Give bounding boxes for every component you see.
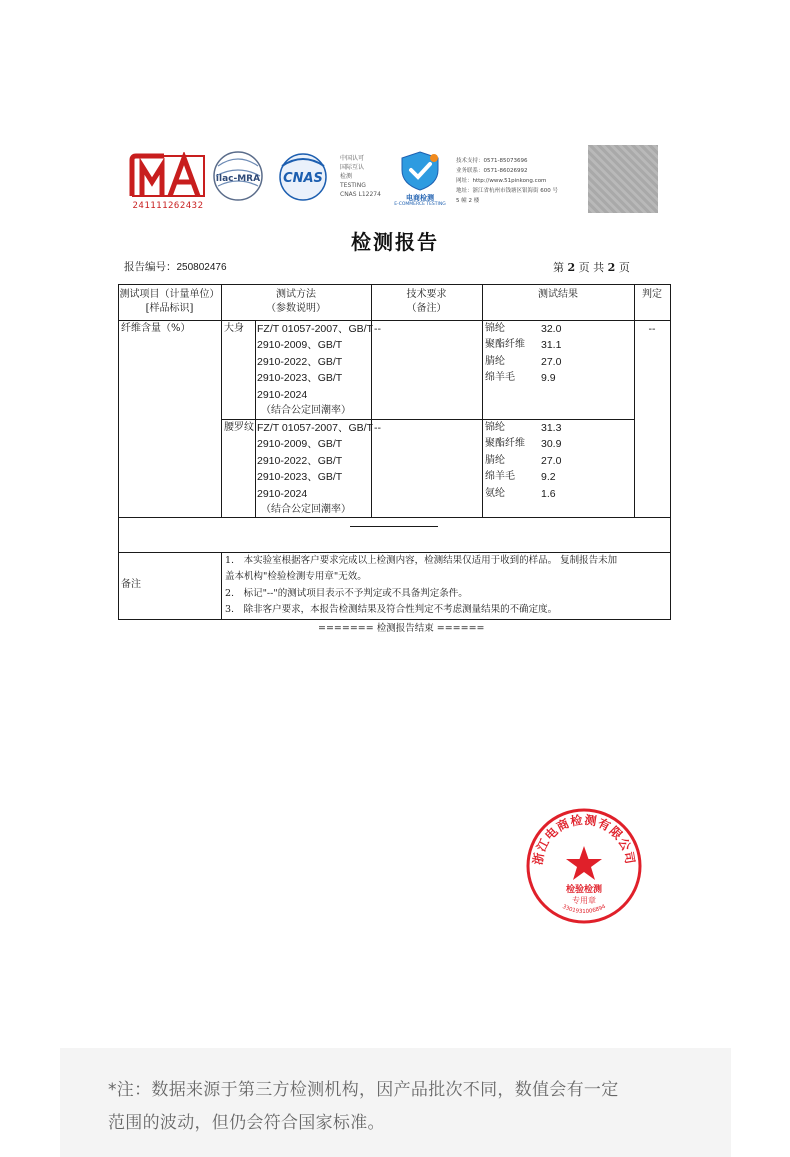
- fiber-value: 9.9: [541, 372, 556, 385]
- sample-results: [485, 420, 633, 502]
- requirement-value: --: [374, 323, 381, 335]
- header-method-sub: （参数说明）: [266, 303, 326, 314]
- remarks-label: 备注: [121, 579, 141, 590]
- contact-line: 技术支持：0571-85073696: [456, 158, 528, 164]
- report-number-label: 报告编号：: [124, 261, 177, 273]
- item-name: 纤维含量（%）: [121, 323, 191, 334]
- contact-line: 业务联系：0571-86026992: [456, 168, 528, 174]
- report-title: 检测报告: [351, 230, 439, 254]
- remark-line: 2. 标记"--"的测试项目表示不予判定或不具备判定条件。: [225, 587, 468, 599]
- seal-center-line2: 专用章: [572, 896, 596, 905]
- contact-line: 网址：http://www.51pinkong.com: [456, 178, 547, 184]
- header-requirement: [371, 288, 482, 316]
- ecommerce-name-en: E-COMMERCE TESTING: [394, 202, 446, 207]
- sample-methods: [257, 420, 373, 518]
- cnas-info-line: TESTING: [340, 182, 366, 189]
- cnas-info-line: 检测: [340, 173, 353, 180]
- seal-ring-text: 浙江电商检测有限公司: [530, 812, 638, 866]
- method-line: 2910-2009、GB/T: [257, 339, 343, 352]
- result-row: [485, 453, 633, 469]
- result-row: [485, 354, 633, 370]
- method-line: 2910-2023、GB/T: [257, 471, 343, 484]
- results-table: [118, 284, 671, 620]
- result-row: [485, 420, 633, 436]
- fiber-name: 聚酯纤维: [485, 339, 525, 351]
- header-item-label: 测试项目（计量单位）: [119, 289, 220, 300]
- contact-line: 5 幢 2 楼: [456, 198, 480, 204]
- report-number: [124, 259, 227, 274]
- fiber-value: 27.0: [541, 454, 562, 467]
- header-method: [221, 288, 371, 316]
- remark-line: 盖本机构"检验检测专用章"无效。: [225, 571, 367, 583]
- ilac-mra-logo: [212, 150, 264, 206]
- fiber-name: 聚酯纤维: [485, 438, 525, 450]
- method-line: 2910-2024: [257, 487, 308, 500]
- seal-number: 3301931006894: [561, 903, 607, 916]
- fiber-name: 腈纶: [485, 454, 505, 466]
- method-line: FZ/T 01057-2007、GB/T: [257, 422, 373, 434]
- method-line: 2910-2022、GB/T: [257, 355, 343, 368]
- header-requirement-label: 技术要求: [406, 289, 447, 300]
- disclaimer-line: 范围的波动，但仍会符合国家标准。: [108, 1113, 385, 1133]
- result-row: [485, 469, 633, 485]
- page-total: 2: [607, 261, 616, 274]
- fiber-name: 绵羊毛: [485, 372, 515, 384]
- header-requirement-sub: （备注）: [406, 303, 447, 314]
- cnas-text: CNAS: [283, 171, 323, 186]
- fiber-name: 腈纶: [485, 355, 505, 367]
- header-item-sub: [样品标识]: [145, 303, 194, 314]
- sample-label: 大身: [224, 323, 244, 334]
- header-method-label: 测试方法: [276, 289, 316, 300]
- result-row: [485, 337, 633, 353]
- requirement-value: --: [374, 422, 381, 434]
- disclaimer-line: *注：数据来源于第三方检测机构，因产品批次不同，数值会有一定: [108, 1080, 619, 1100]
- cma-number: 241111262432: [132, 201, 204, 211]
- judgement-value: --: [648, 323, 656, 335]
- contact-line: 地址：浙江省杭州市钱塘区银海街 600 号: [456, 188, 558, 194]
- page-suffix: 页: [618, 261, 630, 274]
- remark-line: 3. 除非客户要求，本报告检测结果及符合性判定不考虑测量结果的不确定度。: [225, 604, 558, 616]
- method-line: 2910-2023、GB/T: [257, 372, 343, 385]
- fiber-value: 30.9: [541, 438, 562, 451]
- method-note: （结合公定回潮率）: [261, 405, 351, 417]
- header-result: 测试结果: [538, 289, 578, 300]
- official-seal: [524, 806, 644, 926]
- page-prefix: 第: [553, 261, 564, 274]
- disclaimer-text: [108, 1074, 708, 1140]
- sample-label: 腰罗纹: [224, 422, 254, 433]
- result-row: [485, 436, 633, 452]
- fiber-value: 32.0: [541, 323, 562, 335]
- disclaimer-note: [60, 1048, 731, 1157]
- method-line: FZ/T 01057-2007、GB/T: [257, 323, 373, 335]
- fiber-name: 锦纶: [485, 323, 505, 334]
- method-line: 2910-2022、GB/T: [257, 454, 343, 467]
- ecommerce-name-cn: 电商检测: [406, 194, 434, 202]
- contact-info: [456, 156, 586, 206]
- header-judgement: 判定: [642, 289, 662, 300]
- header-item: [118, 288, 221, 316]
- report-end-line: ======= 检测报告结束 ======: [318, 623, 485, 634]
- page-mid: 页 共: [578, 261, 605, 274]
- sample-methods: [257, 321, 373, 419]
- cnas-info-line: CNAS L12274: [340, 191, 381, 198]
- report-number-value: 250802476: [176, 262, 227, 273]
- method-line: 2910-2024: [257, 388, 308, 401]
- cnas-info-line: 中国认可: [340, 155, 365, 162]
- page-indicator: [553, 259, 630, 275]
- fiber-name: 锦纶: [485, 422, 505, 433]
- remark-line: 1. 本实验室根据客户要求完成以上检测内容，检测结果仅适用于收到的样品。 复制报告未加: [225, 555, 618, 566]
- method-line: 2910-2009、GB/T: [257, 438, 343, 451]
- page-current: 2: [567, 261, 576, 274]
- fiber-value: 9.2: [541, 471, 556, 484]
- cnas-logo: [270, 152, 336, 202]
- fiber-value: 31.1: [541, 339, 562, 352]
- fiber-value: 31.3: [541, 422, 562, 434]
- result-row: [485, 321, 633, 337]
- blurred-qr-code: [588, 145, 658, 213]
- fiber-name: 绵羊毛: [485, 471, 515, 483]
- ilac-text: ilac-MRA: [215, 174, 261, 184]
- fiber-value: 27.0: [541, 355, 562, 368]
- fiber-name: 氨纶: [485, 487, 505, 499]
- method-note: （结合公定回潮率）: [261, 504, 351, 516]
- cnas-info-line: 国际互认: [340, 164, 365, 171]
- svg-text:3301931006894: [561, 904, 607, 915]
- seal-center-line1: 检验检测: [565, 885, 603, 895]
- sample-results: [485, 321, 633, 387]
- result-row: [485, 486, 633, 502]
- result-row: [485, 370, 633, 386]
- remarks: [225, 553, 669, 619]
- fiber-value: 1.6: [541, 487, 556, 500]
